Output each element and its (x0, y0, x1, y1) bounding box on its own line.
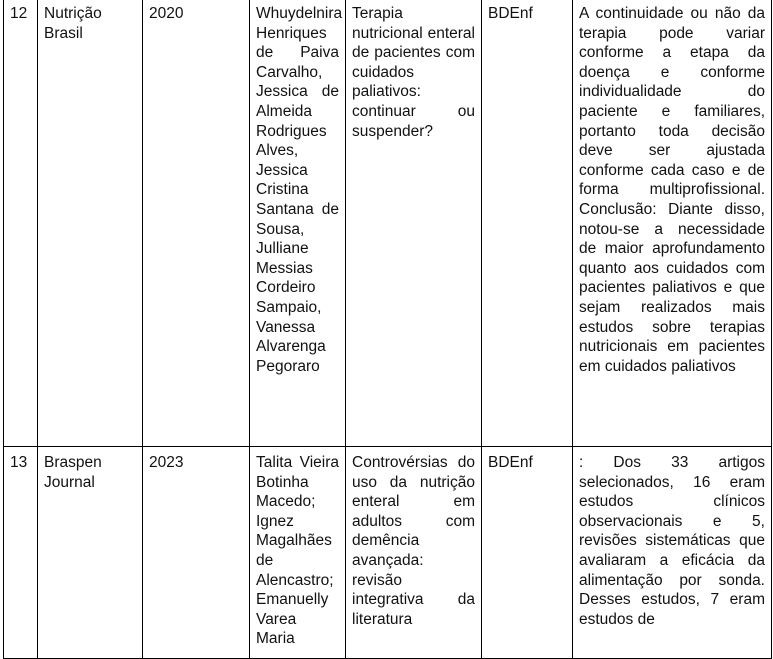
title-cell: Controvérsias do uso da nutrição enteral em adultos com demência avançada: revisão integrativa da literatura (346, 447, 482, 659)
year-cell: 2020 (143, 0, 250, 447)
review-table (3, 0, 772, 659)
table-row (4, 0, 772, 447)
results-cell: A continuidade ou não da terapia pode variar conforme a etapa da doença e conforme individualidade do paciente e familiares, portanto toda decisão deve ser ajustada conforme cada caso e de forma multiprofissional. Conclusão: Diante disso, notou-se a necessidade de maior aprofundamento quanto aos cuidados com pacientes paliativos e que sejam realizados mais estudos sobre terapias nutricionais em pacientes em cuidados paliativos (573, 0, 772, 447)
row-number: 12 (4, 0, 38, 447)
journal-cell: Nutrição Brasil (38, 0, 143, 447)
journal-cell: Braspen Journal (38, 447, 143, 659)
authors-cell: Whuydelnira Henriques de Paiva Carvalho, Jessica de Almeida Rodrigues Alves, Jessica Cristina Santana de Sousa, Julliane Messias Cordeiro Sampaio, Vanessa Alvarenga Pegoraro (250, 0, 346, 447)
database-cell: BDEnf (482, 447, 573, 659)
results-cell: : Dos 33 artigos selecionados, 16 eram estudos clínicos observacionais e 5, revisões sistemáticas que avaliaram a eficácia da alimentação por sonda. Desses estudos, 7 eram estudos de (573, 447, 772, 659)
table-row (4, 447, 772, 659)
title-cell: Terapia nutricional enteral de pacientes com cuidados paliativos: continuar ou suspender? (346, 0, 482, 447)
year-cell: 2023 (143, 447, 250, 659)
row-number: 13 (4, 447, 38, 659)
database-cell: BDEnf (482, 0, 573, 447)
authors-cell: Talita Vieira Botinha Macedo; Ignez Magalhães de Alencastro; Emanuelly Varea Maria (250, 447, 346, 659)
